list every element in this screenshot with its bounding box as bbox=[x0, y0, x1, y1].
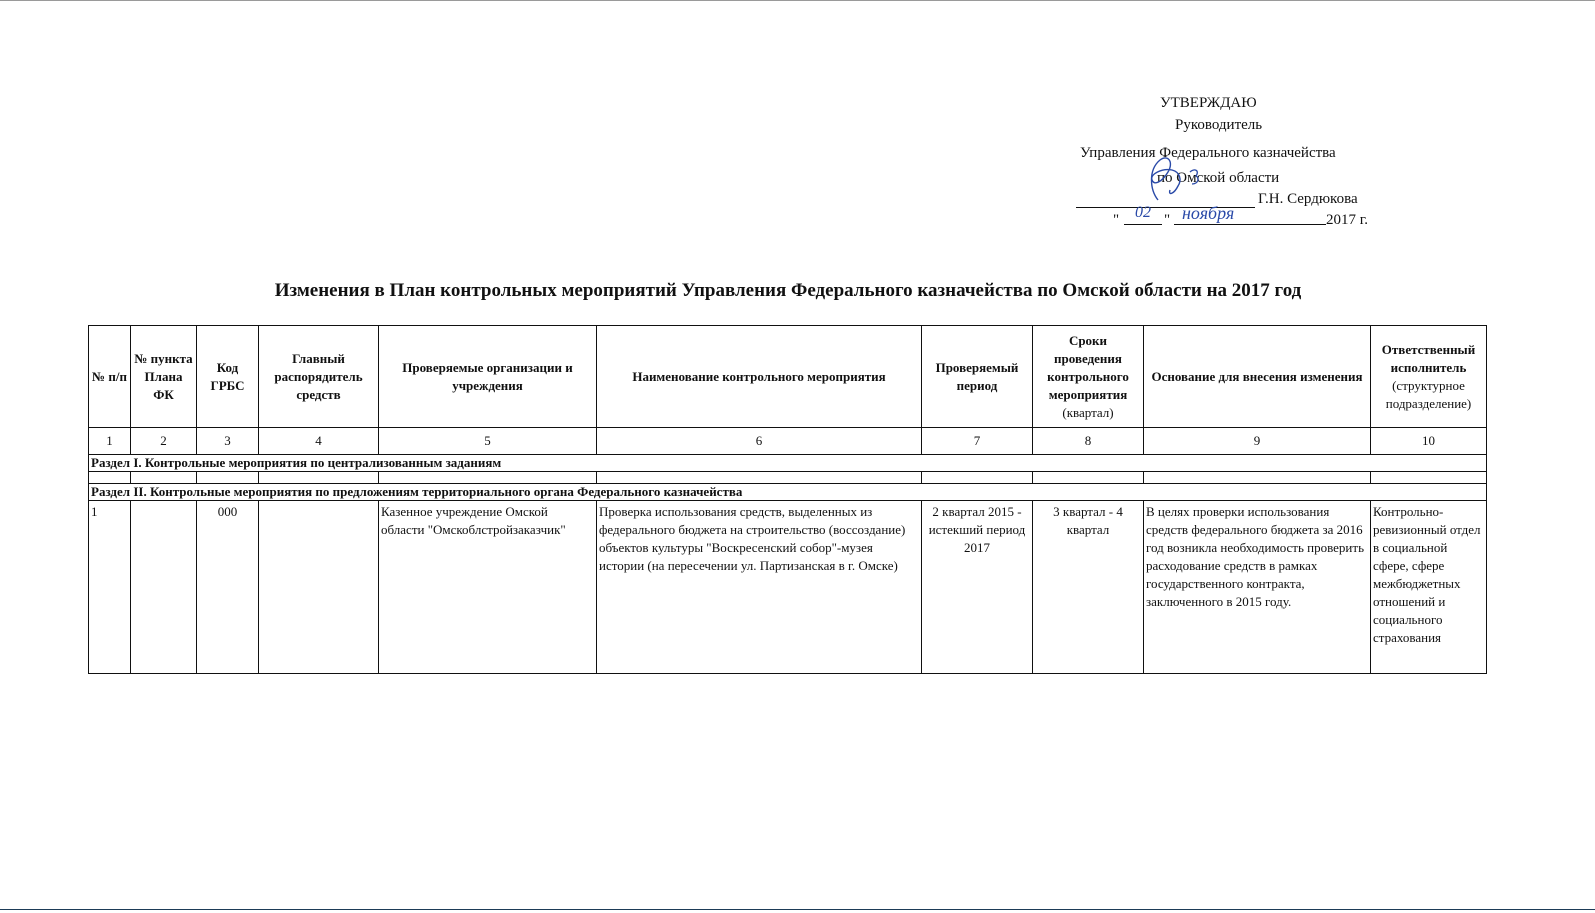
section-2-title: Раздел II. Контрольные мероприятия по предложениям территориального органа Федерального казначейства bbox=[89, 484, 1487, 501]
header-executor-label: Ответственный исполнитель bbox=[1381, 341, 1476, 375]
document-title: Изменения в План контрольных мероприятий Управления Федерального казначейства по Омской области на 2017 год bbox=[274, 280, 1302, 301]
section-1-row bbox=[89, 455, 1487, 472]
row-reason: В целях проверки использования средств федерального бюджета за 2016 год возникла необходимость проверить расходование средств в рамках государственного контракта, заключенного в 2015 году. bbox=[1144, 501, 1371, 674]
row-grbs-code: 000 bbox=[197, 501, 259, 674]
col-number: 6 bbox=[597, 428, 922, 455]
approval-day: 02 bbox=[1124, 202, 1162, 225]
header-plan-point: № пункта Плана ФК bbox=[131, 326, 197, 428]
header-reason: Основание для внесения изменения bbox=[1144, 326, 1371, 428]
empty-row bbox=[89, 472, 1487, 484]
col-number: 2 bbox=[131, 428, 197, 455]
col-number: 1 bbox=[89, 428, 131, 455]
header-num: № п/п bbox=[89, 326, 131, 428]
col-number: 3 bbox=[197, 428, 259, 455]
header-manager: Главный распорядитель средств bbox=[259, 326, 379, 428]
header-organizations: Проверяемые организации и учреждения bbox=[379, 326, 597, 428]
row-plan-point bbox=[131, 501, 197, 674]
row-organization: Казенное учреждение Омской области "Омскоблстройзаказчик" bbox=[379, 501, 597, 674]
approval-organization: Управления Федерального казначейства bbox=[1080, 145, 1336, 161]
approval-heading: УТВЕРЖДАЮ bbox=[1160, 95, 1257, 111]
date-quote-close: " bbox=[1164, 212, 1171, 228]
approval-region: по Омской области bbox=[1157, 170, 1280, 186]
handwritten-signature bbox=[1128, 150, 1218, 210]
column-number-row bbox=[89, 428, 1487, 455]
col-number: 8 bbox=[1033, 428, 1144, 455]
row-period: 2 квартал 2015 - истекший период 2017 bbox=[922, 501, 1033, 674]
table-header-row bbox=[89, 326, 1487, 428]
section-1-title: Раздел I. Контрольные мероприятия по централизованным заданиям bbox=[89, 455, 1487, 472]
approval-position: Руководитель bbox=[1175, 117, 1263, 133]
approval-month: ноября bbox=[1174, 202, 1326, 225]
col-number: 9 bbox=[1144, 428, 1371, 455]
top-border-line bbox=[0, 0, 1595, 1]
col-number: 10 bbox=[1371, 428, 1487, 455]
date-quote-open: " bbox=[1113, 212, 1120, 228]
header-executor bbox=[1371, 326, 1487, 428]
col-number: 7 bbox=[922, 428, 1033, 455]
row-event-name: Проверка использования средств, выделенных из федерального бюджета на строительство (воссоздание) объектов культуры "Воскресенский собор"-музея истории (на пересечении ул. Партизанская в г. Омске) bbox=[597, 501, 922, 674]
bottom-border-line bbox=[0, 909, 1595, 910]
header-grbs-code: Код ГРБС bbox=[197, 326, 259, 428]
header-terms bbox=[1033, 326, 1144, 428]
section-2-row bbox=[89, 484, 1487, 501]
approver-name: Г.Н. Сердюкова bbox=[1258, 191, 1358, 207]
header-period: Проверяемый период bbox=[922, 326, 1033, 428]
header-terms-label: Сроки проведения контрольного мероприятия bbox=[1047, 332, 1129, 402]
row-number: 1 bbox=[89, 501, 131, 674]
table-row bbox=[89, 501, 1487, 674]
header-terms-unit: (квартал) bbox=[1062, 404, 1114, 420]
approval-year: 2017 г. bbox=[1326, 212, 1368, 228]
col-number: 5 bbox=[379, 428, 597, 455]
header-executor-unit: (структурное подразделение) bbox=[1385, 377, 1472, 411]
header-event-name: Наименование контрольного мероприятия bbox=[597, 326, 922, 428]
row-manager bbox=[259, 501, 379, 674]
control-plan-table bbox=[88, 325, 1487, 674]
col-number: 4 bbox=[259, 428, 379, 455]
row-terms: 3 квартал - 4 квартал bbox=[1033, 501, 1144, 674]
row-executor: Контрольно-ревизионный отдел в социальной сфере, сфере межбюджетных отношений и социального страхования bbox=[1371, 501, 1487, 674]
